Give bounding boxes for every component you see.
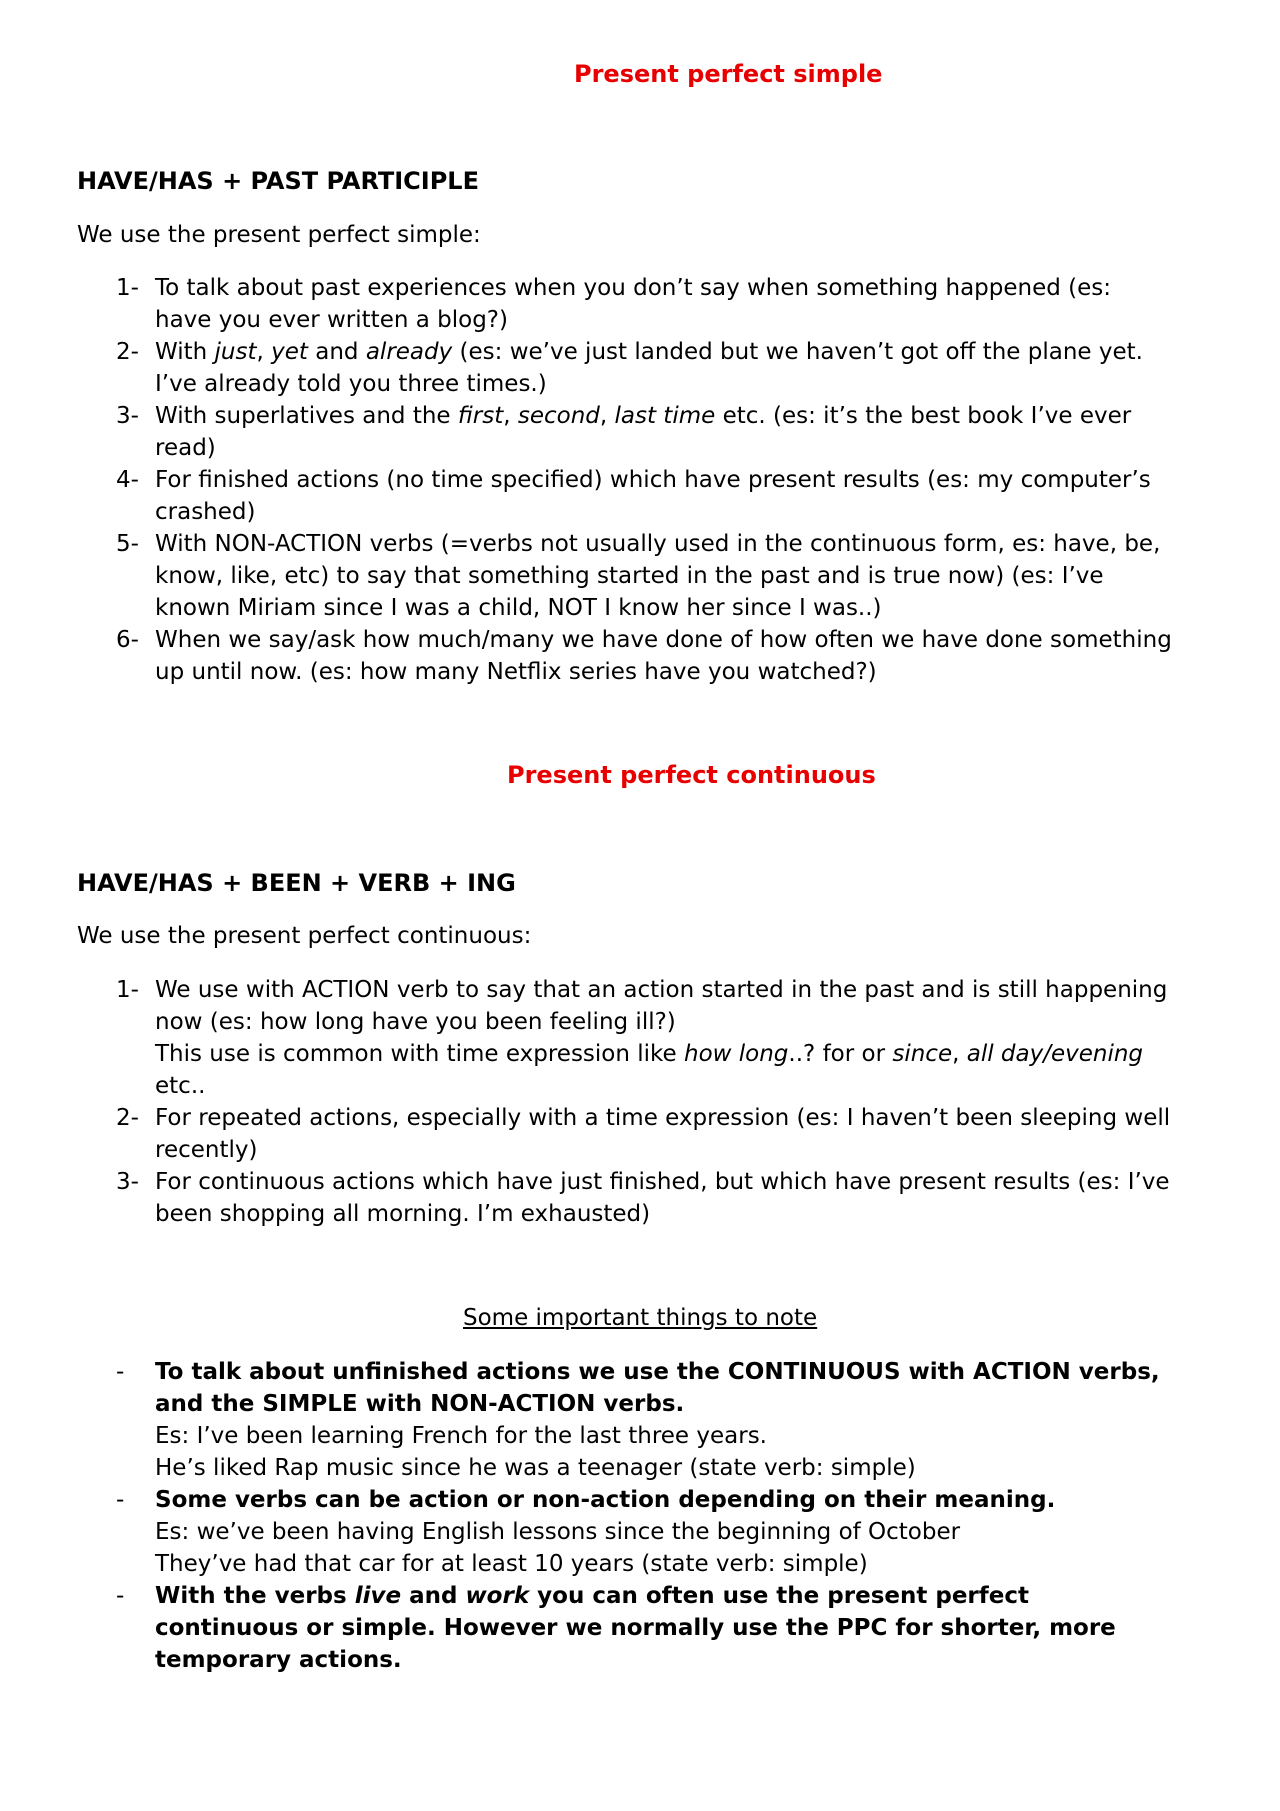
note-item	[0, 1580, 1280, 1676]
list-item	[0, 974, 1280, 1102]
formula-present-perfect-continuous: HAVE/HAS + BEEN + VERB + ING	[77, 869, 516, 897]
note-example-line: He’s liked Rap music since he was a teenager (state verb: simple)	[155, 1455, 916, 1481]
note-rule-line: To talk about unfinished actions we use the CONTINUOUS with ACTION verbs,	[155, 1359, 1160, 1385]
item-text-line: With NON-ACTION verbs (=verbs not usually used in the continuous form, es: have, be,	[155, 531, 1161, 557]
item-text-line: This use is common with time expression like how long..? for or since, all day/evening	[155, 1041, 1144, 1067]
item-text-line: For repeated actions, especially with a time expression (es: I haven’t been sleeping well	[155, 1105, 1171, 1131]
list-marker: 1-	[116, 275, 139, 301]
list-item	[0, 624, 1280, 688]
item-text-line: To talk about past experiences when you don’t say when something happened (es:	[155, 275, 1112, 301]
list-marker: -	[116, 1487, 125, 1513]
item-text-line: For continuous actions which have just finished, but which have present results (es: I’ve	[155, 1169, 1170, 1195]
note-rule-line: continuous or simple. However we normally use the PPC for shorter, more	[155, 1615, 1116, 1641]
note-rule-line: temporary actions.	[155, 1647, 402, 1673]
list-present-perfect-simple	[0, 272, 1280, 688]
list-item	[0, 400, 1280, 464]
item-text-line: read)	[155, 435, 216, 461]
item-text-line: know, like, etc) to say that something started in the past and is true now) (es: I’ve	[155, 563, 1104, 589]
section-title-present-perfect-simple: Present perfect simple	[574, 60, 883, 88]
note-example-line: They’ve had that car for at least 10 years (state verb: simple)	[155, 1551, 868, 1577]
intro-present-perfect-simple: We use the present perfect simple:	[77, 222, 481, 248]
formula-present-perfect-simple: HAVE/HAS + PAST PARTICIPLE	[77, 167, 479, 195]
item-text-line: When we say/ask how much/many we have done of how often we have done something	[155, 627, 1172, 653]
list-marker: 1-	[116, 977, 139, 1003]
item-text-line: With superlatives and the first, second, last time etc. (es: it’s the best book I’ve ever	[155, 403, 1132, 429]
item-text-line: recently)	[155, 1137, 258, 1163]
item-text-line: been shopping all morning. I’m exhausted)	[155, 1201, 651, 1227]
list-marker: -	[116, 1359, 125, 1385]
list-marker: 6-	[116, 627, 139, 653]
list-item	[0, 1102, 1280, 1166]
list-item	[0, 528, 1280, 624]
list-marker: 4-	[116, 467, 139, 493]
item-text-line: have you ever written a blog?)	[155, 307, 508, 333]
item-text-line: We use with ACTION verb to say that an action started in the past and is still happening	[155, 977, 1168, 1003]
list-item	[0, 1166, 1280, 1230]
item-text-line: up until now. (es: how many Netflix series have you watched?)	[155, 659, 877, 685]
note-item	[0, 1356, 1280, 1484]
list-marker: 2-	[116, 1105, 139, 1131]
item-text-line: I’ve already told you three times.)	[155, 371, 547, 397]
list-item	[0, 336, 1280, 400]
list-marker: 5-	[116, 531, 139, 557]
item-text-line: known Miriam since I was a child, NOT I know her since I was..)	[155, 595, 882, 621]
notes-list	[0, 1356, 1280, 1676]
list-marker: -	[116, 1583, 125, 1609]
item-text-line: now (es: how long have you been feeling ill?)	[155, 1009, 676, 1035]
notes-heading: Some important things to note	[463, 1305, 818, 1331]
list-item	[0, 464, 1280, 528]
note-example-line: Es: we’ve been having English lessons since the beginning of October	[155, 1519, 961, 1545]
item-text-line: With just, yet and already (es: we’ve just landed but we haven’t got off the plane yet.	[155, 339, 1143, 365]
note-rule-line: Some verbs can be action or non-action depending on their meaning.	[155, 1487, 1056, 1513]
item-text-line: For finished actions (no time specified) which have present results (es: my computer’s	[155, 467, 1151, 493]
intro-present-perfect-continuous: We use the present perfect continuous:	[77, 923, 532, 949]
note-rule-line: With the verbs live and work you can often use the present perfect	[155, 1583, 1029, 1609]
note-rule-line: and the SIMPLE with NON-ACTION verbs.	[155, 1391, 685, 1417]
section-title-present-perfect-continuous: Present perfect continuous	[507, 761, 876, 789]
list-present-perfect-continuous	[0, 974, 1280, 1230]
list-marker: 3-	[116, 1169, 139, 1195]
list-marker: 2-	[116, 339, 139, 365]
list-marker: 3-	[116, 403, 139, 429]
item-text-line: etc..	[155, 1073, 206, 1099]
note-example-line: Es: I’ve been learning French for the last three years.	[155, 1423, 767, 1449]
item-text-line: crashed)	[155, 499, 256, 525]
list-item	[0, 272, 1280, 336]
note-item	[0, 1484, 1280, 1580]
